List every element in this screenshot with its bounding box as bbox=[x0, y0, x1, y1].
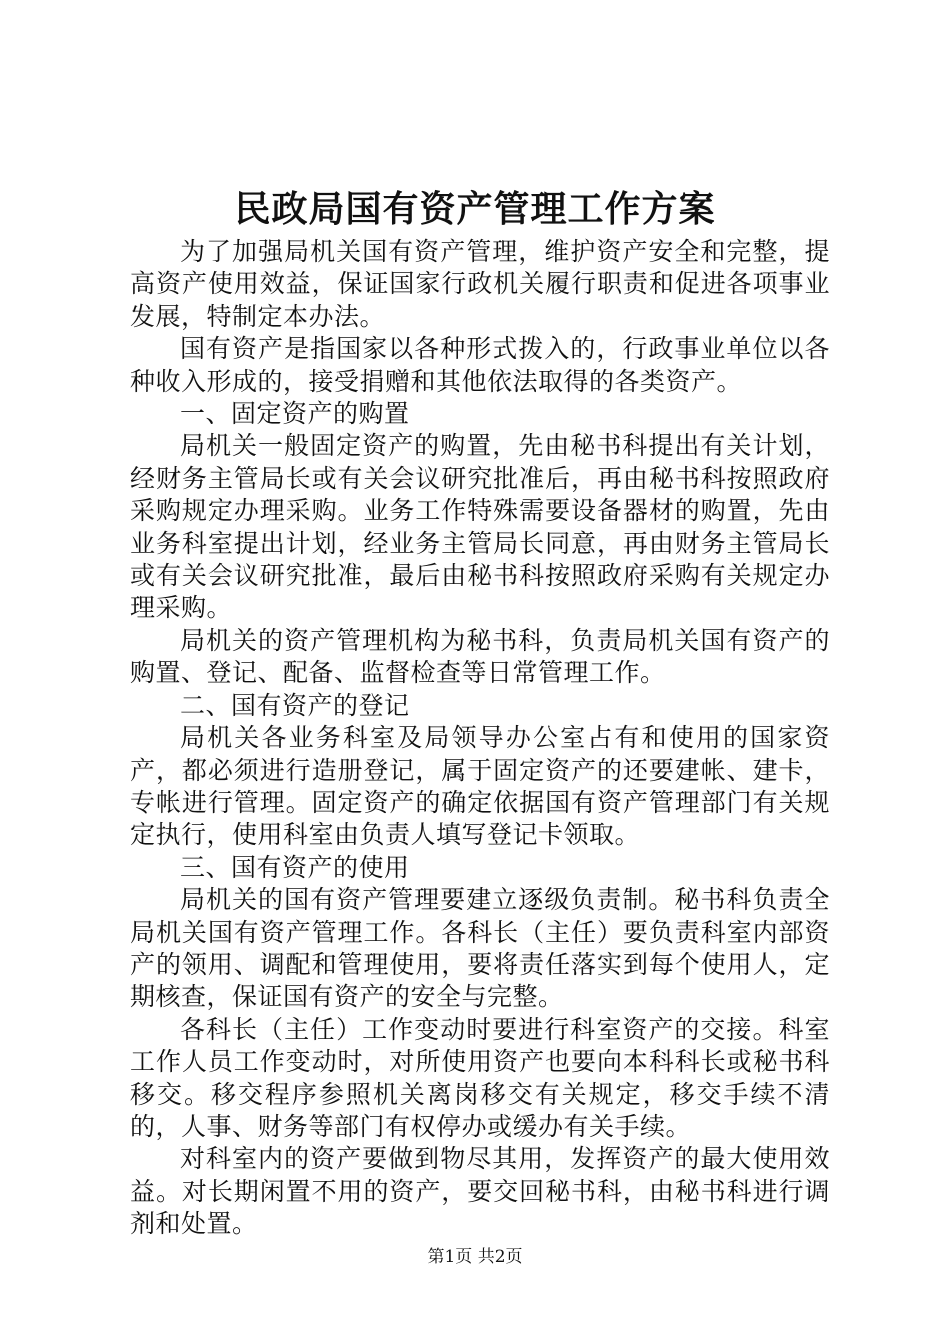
paragraph-purchase-procedure: 局机关一般固定资产的购置，先由秘书科提出有关计划，经财务主管局长或有关会议研究批准后，再由秘书科按照政府采购规定办理采购。业务工作特殊需要设备器材的购置，先由业务科室提出计划，经业务主管局长同意，再由财务主管局长或有关会议研究批准，最后由秘书科按照政府采购有关规定办理采购。 bbox=[130, 431, 830, 623]
paragraph-idle-assets: 对科室内的资产要做到物尽其用，发挥资产的最大使用效益。对长期闲置不用的资产，要交回秘书科，由秘书科进行调剂和处置。 bbox=[130, 1144, 830, 1239]
section-heading-registration: 二、国有资产的登记 bbox=[180, 690, 410, 720]
section-heading-purchase: 一、固定资产的购置 bbox=[180, 399, 410, 429]
paragraph-definition: 国有资产是指国家以各种形式拨入的，行政事业单位以各种收入形成的，接受捐赠和其他依法取得的各类资产。 bbox=[130, 334, 830, 396]
document-title: 民政局国有资产管理工作方案 bbox=[234, 188, 716, 230]
document-body bbox=[130, 236, 830, 1241]
page-number: 第1页 共2页 bbox=[427, 1247, 523, 1267]
paragraph-responsibility: 局机关的国有资产管理要建立逐级负责制。秘书科负责全局机关国有资产管理工作。各科长（主任）要负责科室内部资产的领用、调配和管理使用，要将责任落实到每个使用人，定期核查，保证国有资产的安全与完整。 bbox=[130, 885, 830, 1012]
paragraph-management-office: 局机关的资产管理机构为秘书科，负责局机关国有资产的购置、登记、配备、监督检查等日常管理工作。 bbox=[130, 625, 830, 688]
paragraph-intro: 为了加强局机关国有资产管理，维护资产安全和完整，提高资产使用效益，保证国家行政机关履行职责和促进各项事业发展，特制定本办法。 bbox=[130, 237, 830, 331]
paragraph-handover: 各科长（主任）工作变动时要进行科室资产的交接。科室工作人员工作变动时，对所使用资产也要向本科科长或秘书科移交。移交程序参照机关离岗移交有关规定，移交手续不清的，人事、财务等部门有权停办或缓办有关手续。 bbox=[130, 1014, 830, 1141]
section-heading-usage: 三、国有资产的使用 bbox=[180, 852, 410, 882]
paragraph-registration: 局机关各业务科室及局领导办公室占有和使用的国家资产，都必须进行造册登记，属于固定资产的还要建帐、建卡，专帐进行管理。固定资产的确定依据国有资产管理部门有关规定执行，使用科室由负责人填写登记卡领取。 bbox=[130, 723, 830, 850]
